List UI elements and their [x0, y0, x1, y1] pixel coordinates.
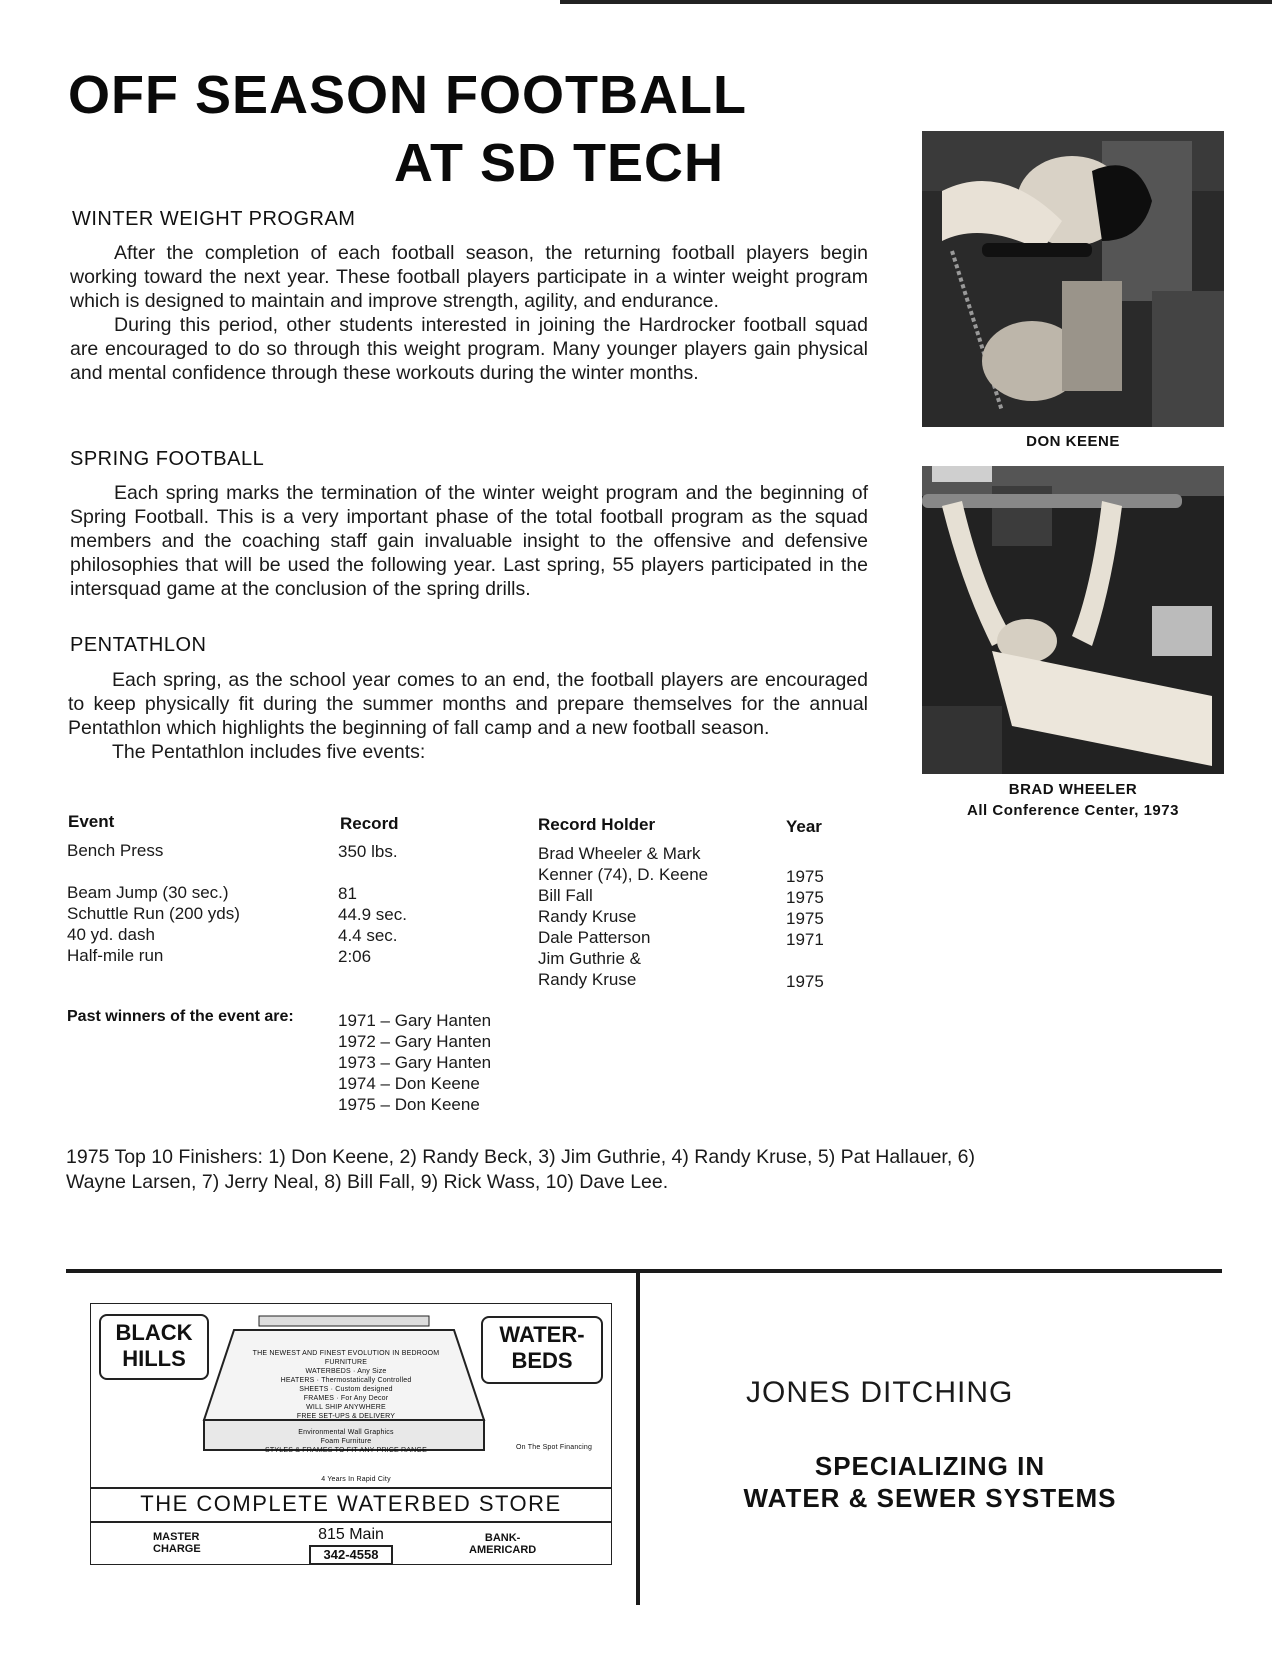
waterbed-bankamericard	[469, 1532, 536, 1556]
ad-text: SHEETS · Custom designed	[299, 1386, 393, 1393]
table-cell	[786, 950, 856, 971]
table-column-events	[67, 840, 327, 966]
table-cell: 81	[338, 884, 357, 903]
paragraph: The Pentathlon includes five events:	[112, 741, 426, 763]
table-header-record: Record	[340, 814, 399, 833]
ad-text: BANK-	[484, 1532, 521, 1544]
ad-top-rule	[66, 1269, 1222, 1273]
paragraph: Each spring, as the school year comes to an end, the football players are encouraged to keep physically fit during the summer months and prepare themselves for the annual Pentathlon which highlights the beginning of fall camp and a new football season.	[68, 669, 868, 739]
waterbed-ad	[90, 1303, 612, 1565]
top-border-rule	[560, 0, 1272, 4]
table-cell: Half-mile run	[67, 946, 164, 965]
table-cell: Jim Guthrie &	[538, 949, 641, 968]
ad-text: WATER & SEWER SYSTEMS	[743, 1483, 1117, 1513]
section-heading-spring: SPRING FOOTBALL	[70, 448, 265, 470]
table-cell: 40 yd. dash	[67, 925, 155, 944]
ad-text: THE NEWEST AND FINEST EVOLUTION IN BEDROOM FURNITURE	[252, 1350, 440, 1366]
section-heading-winter: WINTER WEIGHT PROGRAM	[72, 208, 356, 230]
banner-text: BLACK	[115, 1320, 193, 1345]
table-cell: 44.9 sec.	[338, 905, 407, 924]
weightlifter-photo-1	[922, 131, 1224, 427]
waterbed-frame-text	[241, 1428, 451, 1455]
table-cell: Randy Kruse	[538, 970, 637, 989]
page-title-line2: AT SD TECH	[394, 133, 724, 193]
list-item: 1973 – Gary Hanten	[338, 1053, 492, 1072]
waterbed-address: 815 Main	[318, 1526, 384, 1543]
table-cell: Dale Patterson	[538, 928, 651, 947]
ad-text: CHARGE	[153, 1543, 201, 1555]
photo-caption-brad-wheeler: BRAD WHEELER	[1008, 781, 1138, 798]
table-cell: 1975	[786, 909, 824, 928]
photo-brad-wheeler	[922, 466, 1224, 774]
table-cell: 2:06	[338, 947, 372, 966]
list-item: 1974 – Don Keene	[338, 1074, 480, 1093]
table-cell-empty	[338, 862, 518, 883]
table-column-holders	[538, 843, 768, 990]
ad-text: HEATERS · Thermostatically Controlled	[280, 1377, 412, 1384]
ad-text: Foam Furniture	[320, 1438, 372, 1445]
past-winners-label: Past winners of the event are:	[67, 1008, 294, 1025]
ad-text: AMERICARD	[469, 1544, 537, 1556]
banner-text: HILLS	[122, 1346, 186, 1371]
top-finishers-line1: 1975 Top 10 Finishers: 1) Don Keene, 2) Randy Beck, 3) Jim Guthrie, 4) Randy Kruse, 5) Pat Hallauer, 6)	[66, 1146, 976, 1168]
ad-text: MASTER	[153, 1531, 200, 1543]
banner-text: WATER-	[499, 1322, 585, 1347]
table-cell: 350 lbs.	[338, 842, 398, 861]
waterbed-ad-right-banner	[481, 1316, 603, 1384]
table-cell: Randy Kruse	[538, 907, 637, 926]
ad-divider	[636, 1273, 640, 1605]
waterbed-financing: On The Spot Financing	[516, 1444, 593, 1451]
weightlifter-photo-2	[922, 466, 1224, 774]
table-cell: 4.4 sec.	[338, 926, 398, 945]
banner-text: BEDS	[511, 1348, 573, 1373]
waterbed-slogan: THE COMPLETE WATERBED STORE	[140, 1491, 562, 1516]
table-cell: Bench Press	[67, 841, 164, 860]
table-cell: Beam Jump (30 sec.)	[67, 883, 229, 902]
waterbed-years: 4 Years In Rapid City	[321, 1476, 391, 1483]
section-body-pentathlon	[68, 668, 868, 764]
jones-ditching-name: JONES DITCHING	[746, 1376, 1014, 1409]
table-cell: 1975	[786, 972, 824, 991]
table-cell: Bill Fall	[538, 886, 593, 905]
photo-caption-don-keene: DON KEENE	[1026, 433, 1120, 450]
table-column-records	[338, 841, 518, 967]
past-winners-list	[338, 1010, 491, 1115]
waterbed-inner-text	[251, 1349, 441, 1421]
paragraph: After the completion of each football season, the returning football players begin working toward the next year. These football players participate in a winter weight program which is designed to maintain and improve strength, agility, and endurance.	[70, 242, 868, 312]
ad-text: SPECIALIZING IN	[814, 1451, 1046, 1481]
ad-text: STYLES & FRAMES TO FIT ANY PRICE RANGE	[265, 1447, 427, 1454]
paragraph: Each spring marks the termination of the winter weight program and the beginning of Spring Football. This is a very important phase of the total football program as the squad members and the coaching staff gain invaluable insight to the offensive and defensive philosophies that will be used the following year. Last spring, 55 players participated in the intersquad game at the conclusion of the spring drills.	[70, 482, 868, 600]
ad-text: WILL SHIP ANYWHERE	[306, 1404, 386, 1411]
table-cell	[786, 845, 856, 866]
ad-text: WATERBEDS · Any Size	[305, 1368, 387, 1375]
photo-don-keene	[922, 131, 1224, 427]
list-item: 1971 – Gary Hanten	[338, 1011, 492, 1030]
table-column-years	[786, 845, 856, 992]
list-item: 1975 – Don Keene	[338, 1095, 480, 1114]
table-cell-empty	[67, 861, 327, 882]
waterbed-master-charge	[153, 1531, 201, 1555]
table-cell: 1971	[786, 930, 824, 949]
table-cell: Schuttle Run (200 yds)	[67, 904, 240, 923]
ad-text: FREE SET-UPS & DELIVERY	[296, 1413, 396, 1420]
ad-rule	[91, 1521, 611, 1523]
list-item: 1972 – Gary Hanten	[338, 1032, 492, 1051]
table-cell: Kenner (74), D. Keene	[538, 865, 709, 884]
waterbed-ad-left-banner	[99, 1314, 209, 1380]
table-header-record-holder: Record Holder	[538, 815, 656, 834]
photo-subcaption-brad-wheeler: All Conference Center, 1973	[967, 802, 1179, 819]
top-finishers	[66, 1145, 1216, 1195]
jones-ditching-tagline	[700, 1450, 1160, 1514]
top-finishers-line2: Wayne Larsen, 7) Jerry Neal, 8) Bill Fall, 9) Rick Wass, 10) Dave Lee.	[66, 1171, 669, 1193]
section-heading-pentathlon: PENTATHLON	[70, 634, 207, 656]
page-title-line1: OFF SEASON FOOTBALL	[68, 65, 747, 125]
table-cell: Brad Wheeler & Mark	[538, 844, 701, 863]
table-header-year: Year	[786, 817, 822, 836]
waterbed-phone: 342-4558	[309, 1545, 393, 1565]
section-body-winter	[70, 241, 868, 385]
paragraph: During this period, other students interested in joining the Hardrocker football squad are encouraged to do so through this weight program. Many younger players gain physical and mental confidence through these workouts during the winter months.	[70, 314, 868, 384]
ad-text: FRAMES · For Any Decor	[303, 1395, 389, 1402]
table-cell: 1975	[786, 888, 824, 907]
ad-text: Environmental Wall Graphics	[298, 1429, 394, 1436]
table-header-event: Event	[68, 812, 115, 831]
section-body-spring	[70, 481, 868, 601]
table-cell: 1975	[786, 867, 824, 886]
